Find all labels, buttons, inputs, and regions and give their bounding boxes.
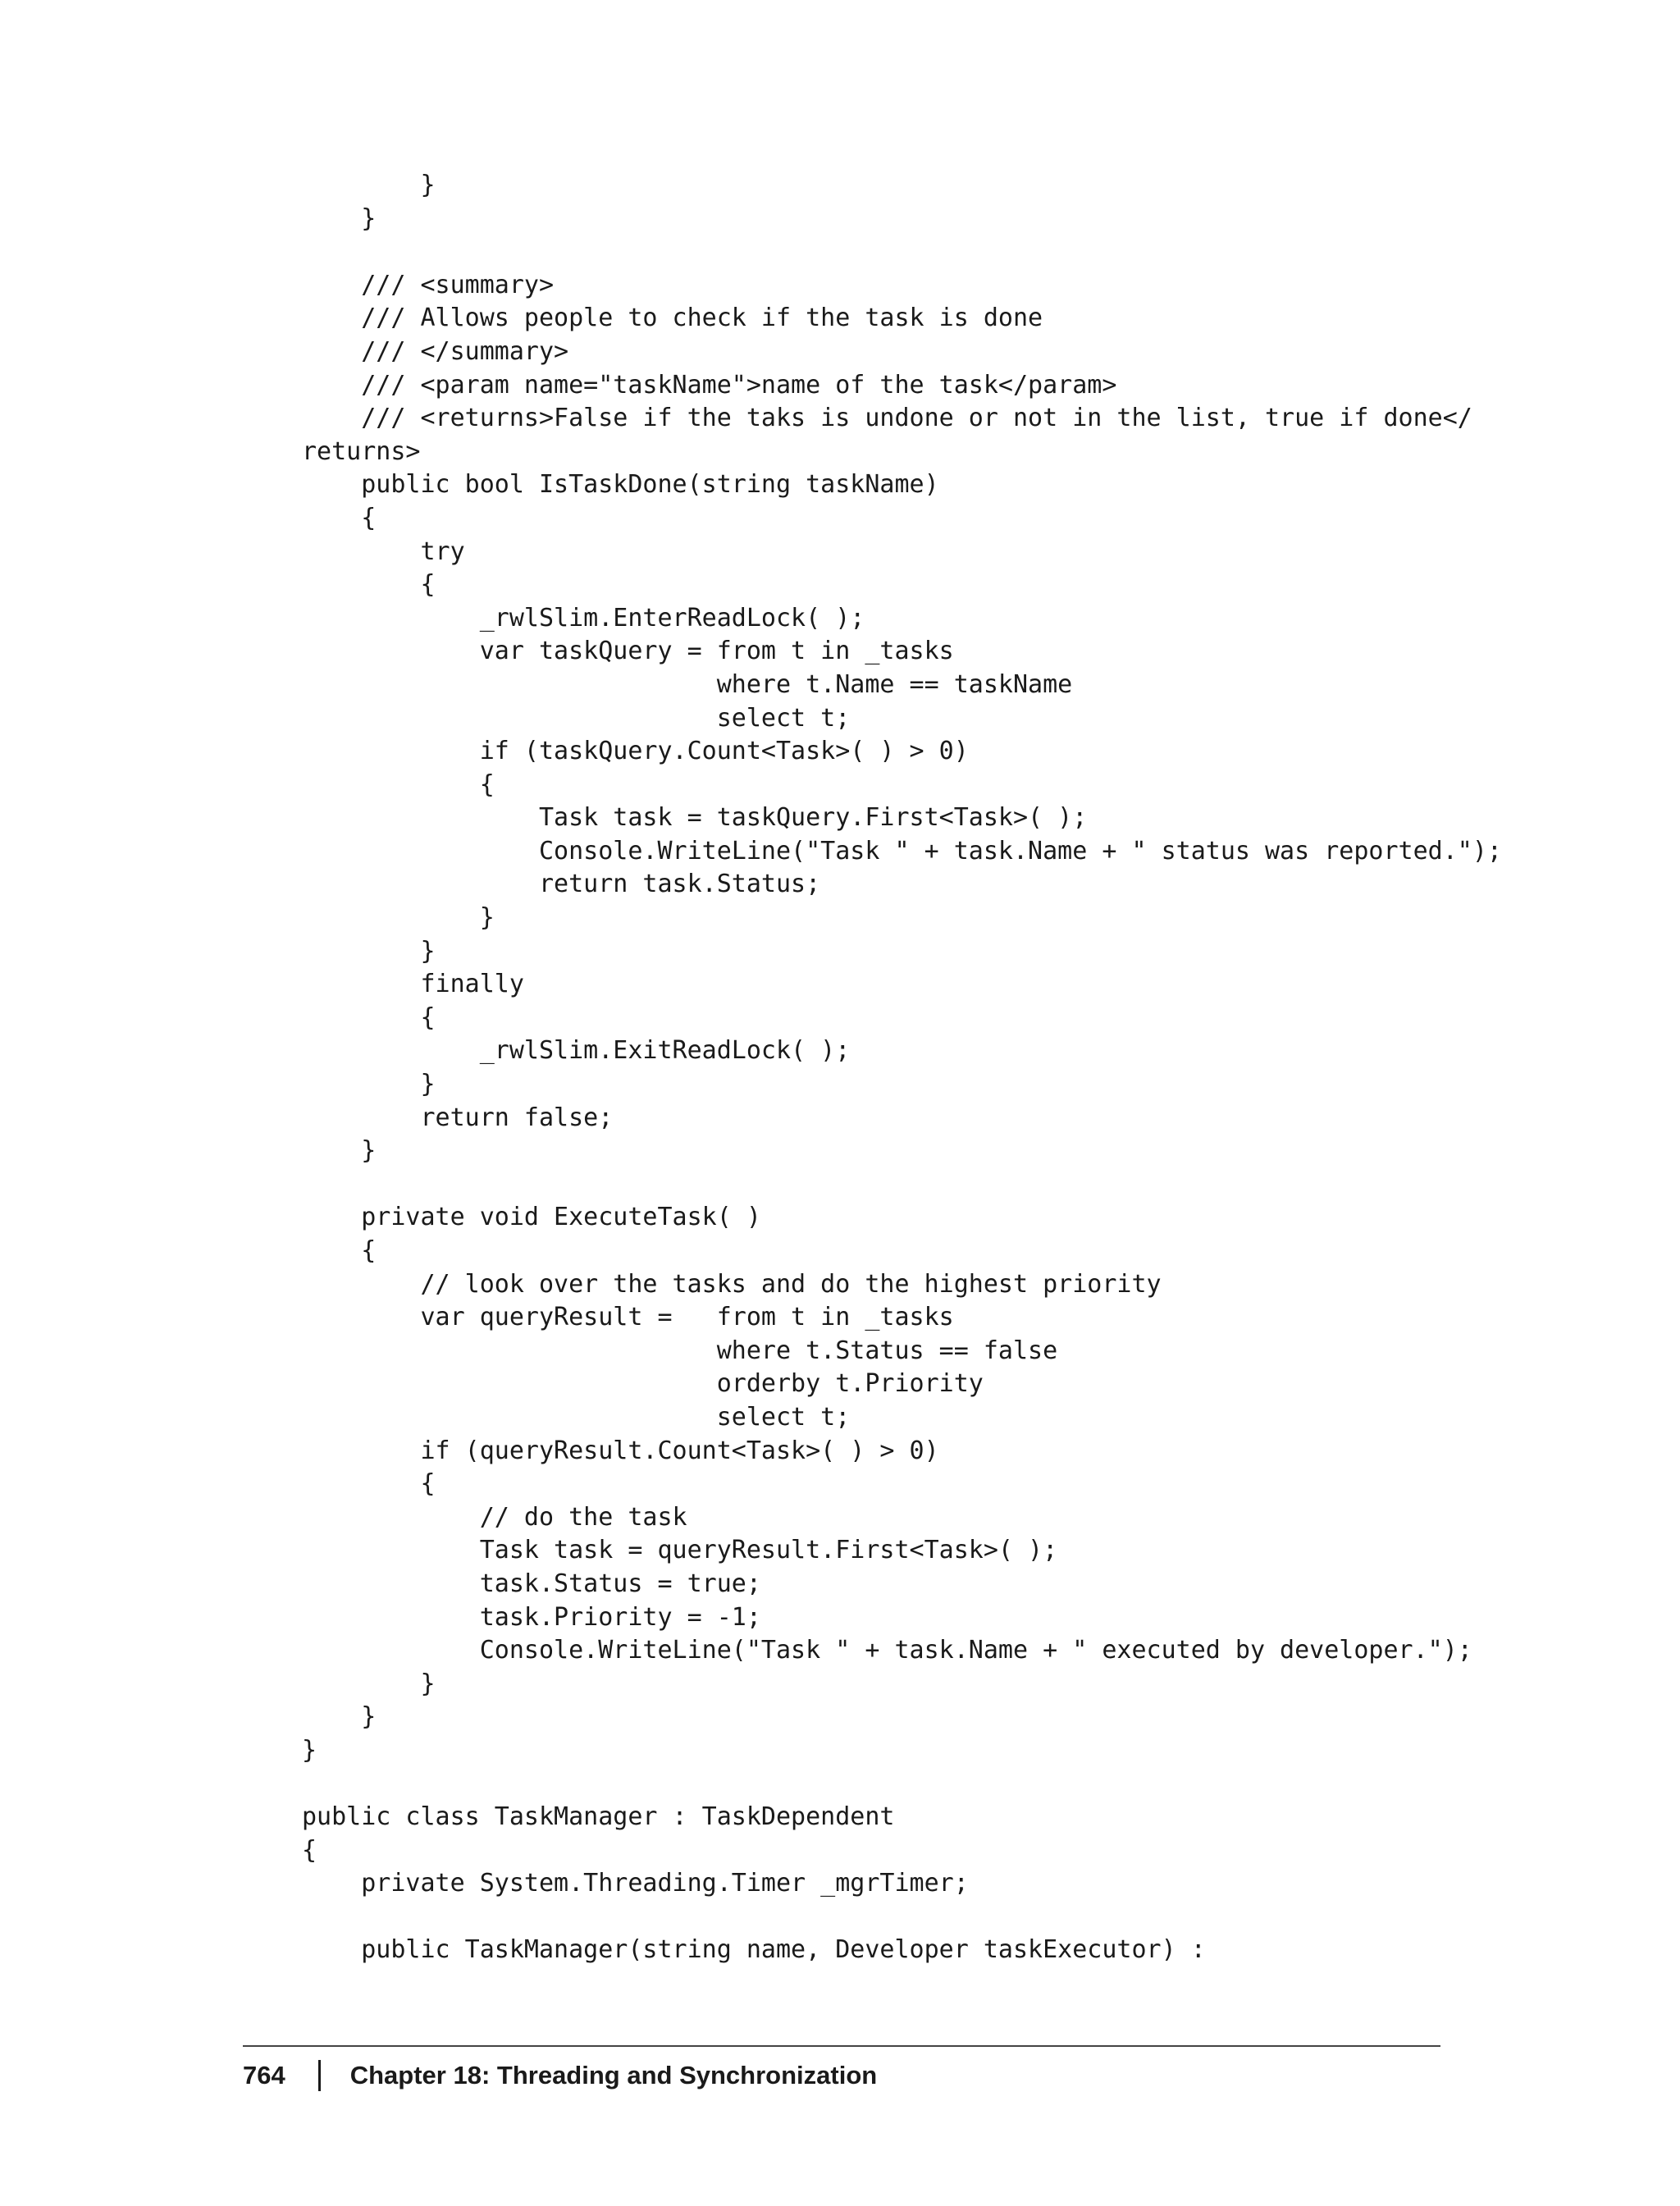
code-line: /// <returns>False if the taks is undone or not in the list, true if done</ <box>302 404 1472 433</box>
code-line: if (taskQuery.Count<Task>( ) > 0) <box>302 737 969 766</box>
code-line: select t; <box>302 1402 851 1432</box>
code-line: where t.Name == taskName <box>302 669 1073 699</box>
code-line: // look over the tasks and do the highest priority <box>302 1269 1162 1299</box>
code-line <box>302 1768 1502 1802</box>
code-line: task.Priority = -1; <box>302 1602 761 1632</box>
code-line: public TaskManager(string name, Developer taskExecutor) : <box>302 1935 1206 1965</box>
code-line: private void ExecuteTask( ) <box>302 1203 761 1232</box>
code-line: where t.Status == false <box>302 1336 1058 1365</box>
code-line: { <box>302 1003 436 1032</box>
code-line: } <box>302 903 495 933</box>
code-line: public class TaskManager : TaskDependent <box>302 1802 895 1832</box>
code-line: } <box>302 1070 436 1099</box>
code-line: /// Allows people to check if the task is done <box>302 304 1043 333</box>
code-line: private System.Threading.Timer _mgrTimer; <box>302 1869 969 1898</box>
code-line: { <box>302 1236 377 1265</box>
code-line: /// <param name="taskName">name of the task</param> <box>302 370 1117 400</box>
code-line: public bool IsTaskDone(string taskName) <box>302 470 939 500</box>
code-line: } <box>302 936 436 966</box>
code-line: Console.WriteLine("Task " + task.Name + " status was reported."); <box>302 836 1502 866</box>
code-line: return task.Status; <box>302 870 821 899</box>
code-line: } <box>302 203 377 233</box>
code-line <box>302 235 1502 269</box>
code-line: var taskQuery = from t in _tasks <box>302 637 954 666</box>
code-line: returns> <box>302 436 421 466</box>
code-line: } <box>302 1136 377 1166</box>
code-line: { <box>302 503 377 532</box>
footer-separator <box>318 2060 321 2091</box>
code-line: { <box>302 1469 436 1499</box>
code-line: orderby t.Priority <box>302 1369 984 1399</box>
code-line: if (queryResult.Count<Task>( ) > 0) <box>302 1436 939 1465</box>
code-line: select t; <box>302 703 851 733</box>
footer-rule <box>243 2045 1440 2047</box>
code-line: var queryResult = from t in _tasks <box>302 1303 954 1332</box>
code-line: } <box>302 171 436 199</box>
code-line: } <box>302 1702 377 1732</box>
code-line: } <box>302 1669 436 1698</box>
code-line: } <box>302 1735 317 1765</box>
code-line: /// </summary> <box>302 336 569 366</box>
code-line: // do the task <box>302 1502 687 1532</box>
code-line: task.Status = true; <box>302 1569 761 1598</box>
code-line: { <box>302 570 436 600</box>
page-footer <box>243 2058 877 2094</box>
code-line: Task task = queryResult.First<Task>( ); <box>302 1536 1058 1565</box>
page-number: 764 <box>243 2061 285 2090</box>
code-line: _rwlSlim.EnterReadLock( ); <box>302 603 865 633</box>
code-line: Console.WriteLine("Task " + task.Name + " executed by developer."); <box>302 1636 1472 1665</box>
code-line: /// <summary> <box>302 270 555 299</box>
code-line: return false; <box>302 1103 614 1132</box>
code-line: finally <box>302 970 524 999</box>
code-line: { <box>302 770 495 799</box>
code-line: _rwlSlim.ExitReadLock( ); <box>302 1036 851 1066</box>
code-line: try <box>302 537 465 566</box>
chapter-title: Chapter 18: Threading and Synchronization <box>349 2061 878 2090</box>
code-line: { <box>302 1835 317 1865</box>
code-listing <box>302 169 1502 1967</box>
code-line: Task task = taskQuery.First<Task>( ); <box>302 803 1088 833</box>
code-line <box>302 1901 1502 1934</box>
code-line <box>302 1168 1502 1202</box>
